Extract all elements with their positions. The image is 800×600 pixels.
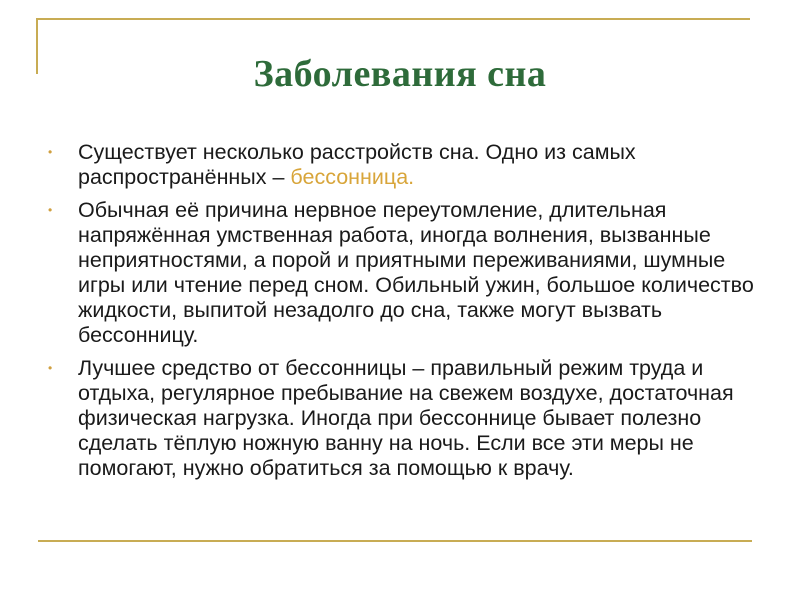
- bullet-item-3: [46, 356, 766, 481]
- bullet-text: Лучшее средство от бессонницы – правильный режим труда и отдыха, регулярное пребывание на свежем воздухе, достаточная физическая нагрузка. Иногда при бессоннице бывает полезно сделать тёплую ножную ванну на ночь. Если все эти меры не помогают, нужно обратиться за помощью к врачу.: [78, 356, 734, 480]
- bullet-icon: •: [48, 361, 53, 375]
- slide-title: Заболевания сна: [253, 53, 547, 95]
- bullet-list: [46, 140, 766, 489]
- frame-bottom-line: [38, 540, 752, 542]
- bullet-text: Существует несколько расстройств сна. Одно из самых распространённых –: [78, 140, 636, 189]
- bullet-icon: •: [48, 203, 53, 217]
- bullet-item-2: [46, 198, 766, 348]
- bullet-icon: •: [48, 145, 53, 159]
- bullet-text: Обычная её причина нервное переутомление, длительная напряжённая умственная работа, иногда волнения, вызванные неприятностями, а порой и приятными переживаниями, шумные игры или чтение перед сном. Обильный ужин, большое количество жидкости, выпитой незадолго до сна, также могут вызвать бессонницу.: [78, 198, 754, 347]
- highlight-term: бессонница.: [290, 165, 415, 189]
- bullet-item-1: [46, 140, 766, 190]
- frame-top-line: [38, 18, 750, 20]
